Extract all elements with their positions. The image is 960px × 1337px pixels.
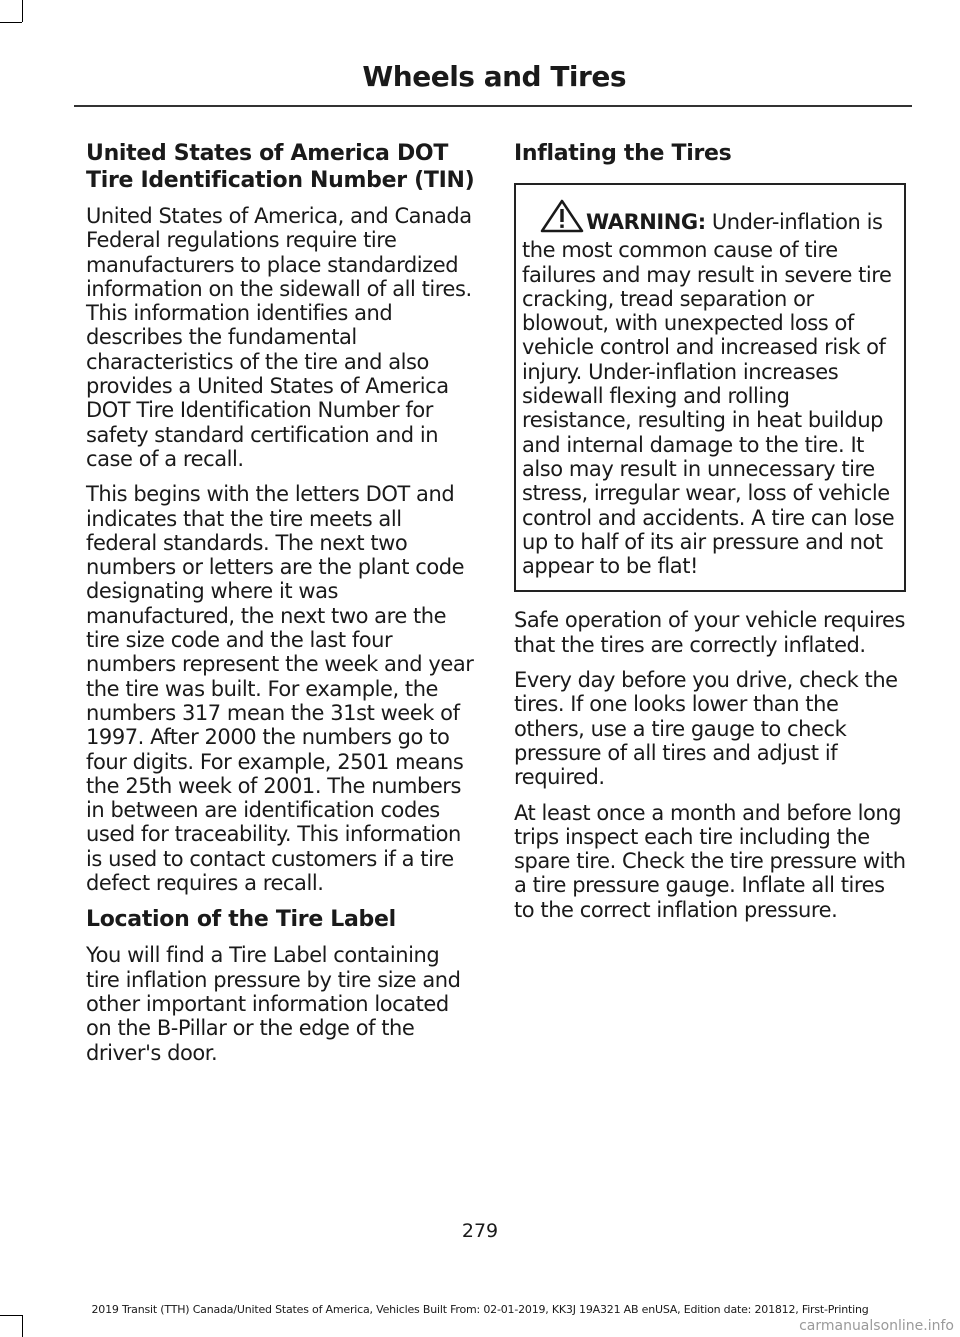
paragraph-safe-operation: Safe operation of your vehicle requires that the tires are correctly inflated. [514, 608, 906, 657]
warning-label: WARNING: [586, 210, 706, 234]
heading-inflating-tires: Inflating the Tires [514, 141, 732, 166]
footer-text: 2019 Transit (TTH) Canada/United States of America, Vehicles Built From: 02-01-2019, KK3J 19A321 AB enUSA, Edition date: 201812, First-Printing [91, 1303, 869, 1316]
paragraph-daily-check: Every day before you drive, check the tires. If one looks lower than the others, use a tire gauge to check pressure of all tires and adjust if required. [514, 668, 898, 790]
page-number: 279 [461, 1220, 499, 1242]
crop-mark-top-left-vertical [22, 0, 23, 22]
paragraph-tire-label-location: You will find a Tire Label containing tire inflation pressure by tire size and other important information located on the B-Pillar or the edge of the driver's door. [86, 943, 461, 1065]
right-column [514, 140, 906, 933]
left-column [86, 140, 478, 1076]
header-divider [74, 105, 912, 107]
watermark: carmanualsonline.info [799, 1318, 954, 1334]
warning-triangle-icon [540, 199, 584, 238]
heading-tin: United States of America DOT Tire Identification Number (TIN) [86, 141, 475, 193]
crop-mark-bottom-left-vertical [22, 1315, 23, 1337]
paragraph-tin-details: This begins with the letters DOT and indicates that the tire meets all federal standards. The next two numbers or letters are the plant code designating where it was manufactured, the next two are the tire size code and the last four numbers represent the week and year the tire was built. For example, the numbers 317 mean the 31st week of 1997. After 2000 the numbers go to four digits. For example, 2501 means the 25th week of 2001. The numbers in between are identification codes used for traceability. This information is used to contact customers if a tire defect requires a recall. [86, 482, 474, 896]
warning-box [514, 183, 906, 592]
crop-mark-top-left-horizontal [0, 22, 22, 23]
paragraph-tin-intro: United States of America, and Canada Federal regulations require tire manufacturers to place standardized information on the sidewall of all tires. This information identifies and describes the fundamental characteristics of the tire and also provides a United States of America DOT Tire Identification Number for safety standard certification and in case of a recall. [86, 204, 472, 471]
section-title: Wheels and Tires [362, 60, 626, 93]
heading-tire-label-location: Location of the Tire Label [86, 907, 396, 933]
paragraph-monthly-check: At least once a month and before long trips inspect each tire including the spare tire. Check the tire pressure with a tire pressure gauge. Inflate all tires to the correct inflation pressure. [514, 800, 906, 922]
warning-text: Under-inflation is the most common cause of tire failures and may result in severe tire cracking, tread separation or blowout, with unexpected loss of vehicle control and increased risk of injury. Under-inflation increases sidewall flexing and rolling resistance, resulting in heat buildup and internal damage to the tire. It also may result in unnecessary tire stress, irregular wear, loss of vehicle control and accidents. A tire can lose up to half of its air pressure and not appear to be flat! [522, 210, 895, 579]
